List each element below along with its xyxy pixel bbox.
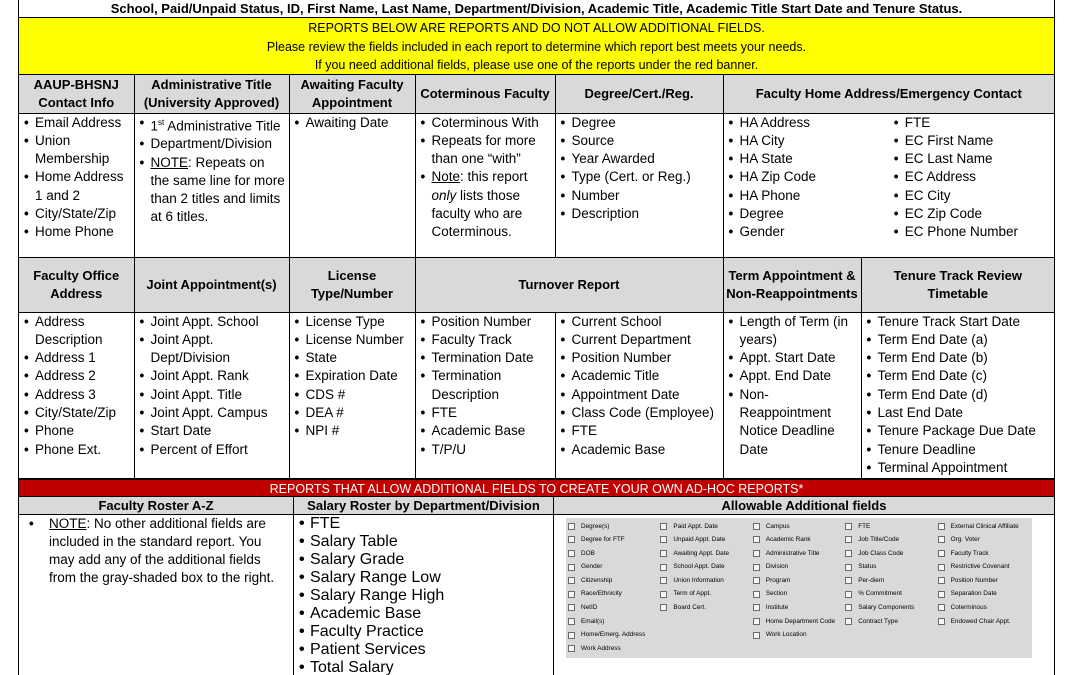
list-item: • Position Number (558, 349, 721, 367)
checkbox-icon[interactable] (568, 523, 575, 530)
field-option[interactable] (660, 601, 752, 615)
field-option[interactable] (845, 587, 937, 601)
field-option-label: Job Class Code (858, 549, 904, 557)
adhoc-body-row (19, 515, 1054, 675)
field-option-label: School Appt. Date (673, 563, 725, 571)
list-item: • Joint Appt. Title (137, 386, 287, 404)
field-option[interactable] (568, 642, 660, 656)
list-item: • Department/Division (137, 135, 287, 153)
field-option[interactable] (938, 574, 1030, 588)
salary-list (294, 515, 553, 675)
checkbox-icon[interactable] (568, 632, 575, 639)
checkbox-icon[interactable] (753, 564, 760, 571)
tenure-cell (861, 312, 1054, 478)
list-item: • Length of Term (in years) (726, 313, 859, 350)
tenure-list (862, 313, 1055, 478)
field-option-label: Contract Type (858, 617, 898, 625)
list-item: • License Number (292, 331, 413, 349)
checkbox-icon[interactable] (938, 550, 945, 557)
checkbox-icon[interactable] (660, 550, 667, 557)
list-item: • Gender (726, 223, 887, 241)
field-option-label: Home/Emerg. Address (581, 631, 646, 639)
admin-title-cell (134, 113, 289, 257)
field-option-label: FTE (858, 522, 871, 530)
list-item: • Tenure Package Due Date (864, 422, 1053, 440)
field-option-label: Degree(s) (581, 522, 610, 530)
checkbox-icon[interactable] (660, 523, 667, 530)
list-item: • Term End Date (c) (864, 367, 1053, 385)
field-option-label: Division (765, 563, 789, 571)
checkbox-icon[interactable] (568, 591, 575, 598)
list-item: • Joint Appt. Campus (137, 404, 287, 422)
field-option-label: Section (765, 590, 788, 598)
field-option-label: Coterminous (950, 604, 987, 612)
list-item: • FTE (418, 404, 553, 422)
header-salary-roster: Salary Roster by Department/Division (294, 497, 554, 514)
header-aaup-contact: AAUP-BHSNJ Contact Info (19, 75, 134, 113)
field-option[interactable] (938, 587, 1030, 601)
list-item: • Start Date (137, 422, 287, 440)
list-item: • Salary Range Low (296, 569, 551, 587)
note-label: NOTE (150, 154, 189, 170)
field-option[interactable] (845, 574, 937, 588)
list-item: • Address 1 (21, 349, 132, 367)
degree-cell (555, 113, 723, 257)
list-item: • Number (558, 187, 721, 205)
list-item: • EC First Name (891, 132, 1052, 150)
list-item: • Repeats for more than one “with” (418, 132, 553, 169)
checkbox-icon[interactable] (753, 577, 760, 584)
text: lists those faculty who are Coterminous. (431, 187, 523, 240)
list-item: • Termination Description (418, 367, 553, 404)
checkbox-icon[interactable] (845, 564, 852, 571)
field-option-label: DOB (581, 549, 595, 557)
field-option-label: Program (765, 576, 791, 584)
list-item: • License Type (292, 313, 413, 331)
list-item: • FTE (296, 515, 551, 533)
checkbox-icon[interactable] (845, 591, 852, 598)
list-item: • T/P/U (418, 441, 553, 459)
header-joint-appointment: Joint Appointment(s) (134, 257, 289, 312)
list-item (137, 154, 287, 227)
faculty-roster-note (27, 515, 289, 588)
field-option[interactable] (568, 574, 660, 588)
text: : this report (460, 169, 528, 185)
header-term-appointment: Term Appointment & Non-Reappointments (723, 257, 861, 312)
list-item: • Awaiting Date (292, 114, 413, 132)
field-option[interactable] (845, 615, 937, 629)
section1-body-row (19, 113, 1054, 257)
note-label: Note (431, 169, 461, 185)
header-admin-title: Administrative Title (University Approved) (134, 75, 289, 113)
document-page (18, 0, 1055, 675)
license-list (290, 313, 415, 441)
field-option[interactable] (660, 560, 752, 574)
field-option[interactable] (938, 601, 1030, 615)
field-option-label: Home Department Code (765, 617, 836, 625)
field-option-label: Unpaid Appt. Date (673, 536, 726, 544)
coterminous-cell (415, 113, 555, 257)
field-option[interactable] (938, 547, 1030, 561)
field-option[interactable] (568, 533, 660, 547)
list-item: • HA City (726, 132, 887, 150)
list-item: • Description (558, 205, 721, 223)
field-option-label: Degree for FTF (581, 536, 625, 544)
field-option-label: Academic Rank (765, 536, 811, 544)
turnover-left-cell (415, 312, 555, 478)
yellow-banner-line1: REPORTS BELOW ARE REPORTS AND DO NOT ALLOW ADDITIONAL FIELDS. (308, 21, 765, 35)
yellow-banner (19, 18, 1054, 75)
field-option[interactable] (753, 560, 845, 574)
field-option-label: Separation Date (950, 590, 997, 598)
list-item: • Home Phone (21, 223, 132, 241)
list-item: • Academic Base (418, 422, 553, 440)
field-option-label: Awaiting Appt. Date (673, 549, 730, 557)
header-license: License Type/Number (289, 257, 415, 312)
aaup-list (19, 114, 134, 242)
field-option[interactable] (753, 547, 845, 561)
checkbox-icon[interactable] (938, 523, 945, 530)
list-item: • Total Salary (296, 659, 551, 675)
list-item: • Year Awarded (558, 150, 721, 168)
field-option-label: NetID (581, 604, 598, 612)
checkbox-icon[interactable] (753, 632, 760, 639)
checkbox-icon[interactable] (568, 536, 575, 543)
field-option[interactable] (845, 560, 937, 574)
list-item: • City/State/Zip (21, 404, 132, 422)
list-item: • HA State (726, 150, 887, 168)
list-item: • Current Department (558, 331, 721, 349)
list-item: • Terminal Appointment (864, 459, 1053, 477)
coterminous-list (416, 114, 555, 242)
turnover-left-list (416, 313, 555, 459)
list-item: • Joint Appt. Dept/Division (137, 331, 287, 368)
top-line-text: School, Paid/Unpaid Status, ID, First Name, Last Name, Department/Division, Academic Title, Academic Title Start Date and Tenure Status. (19, 0, 1054, 18)
field-option[interactable] (753, 533, 845, 547)
checkbox-icon[interactable] (753, 550, 760, 557)
aaup-cell (19, 113, 134, 257)
checkbox-icon[interactable] (568, 550, 575, 557)
header-home-address: Faculty Home Address/Emergency Contact (723, 75, 1054, 113)
list-item: • Last End Date (864, 404, 1053, 422)
list-item: • Faculty Track (418, 331, 553, 349)
list-item: • Class Code (Employee) (558, 404, 721, 422)
admin-title-list (135, 114, 289, 227)
checkbox-icon[interactable] (938, 536, 945, 543)
adhoc-header-row (19, 497, 1054, 515)
checkbox-icon[interactable] (660, 604, 667, 611)
field-option-label: Job Title/Code (858, 536, 900, 544)
field-option[interactable] (660, 520, 752, 534)
checkbox-icon[interactable] (568, 577, 575, 584)
field-option-label: Work Address (581, 644, 621, 652)
checkbox-icon[interactable] (568, 618, 575, 625)
field-option[interactable] (938, 560, 1030, 574)
field-option-label: Email(s) (581, 617, 605, 625)
field-option[interactable] (845, 547, 937, 561)
checkbox-icon[interactable] (568, 564, 575, 571)
list-item: • HA Address (726, 114, 887, 132)
checkbox-icon[interactable] (938, 591, 945, 598)
reports-table (19, 75, 1054, 479)
turnover-right-cell (555, 312, 723, 478)
list-item (137, 114, 287, 136)
field-option-label: Administrative Title (765, 549, 820, 557)
header-office-address: Faculty Office Address (19, 257, 134, 312)
home-address-list (724, 114, 889, 242)
header-awaiting: Awaiting Faculty Appointment (289, 75, 415, 113)
list-item: • Coterminous With (418, 114, 553, 132)
list-item: • CDS # (292, 386, 413, 404)
field-option[interactable] (568, 547, 660, 561)
list-item: • EC Phone Number (891, 223, 1052, 241)
header-turnover: Turnover Report (415, 257, 723, 312)
checkbox-icon[interactable] (660, 577, 667, 584)
section1-header-row (19, 75, 1054, 113)
checkbox-icon[interactable] (753, 604, 760, 611)
allowable-fields-column (753, 518, 845, 658)
bullet-glyph: • (29, 515, 34, 531)
field-option[interactable] (568, 615, 660, 629)
list-item: • Expiration Date (292, 367, 413, 385)
field-option-label: Salary Components (858, 604, 915, 612)
list-item: • Academic Base (296, 605, 551, 623)
list-item: • Salary Table (296, 533, 551, 551)
field-option-label: Org. Voter (950, 536, 980, 544)
list-item: • Patient Services (296, 641, 551, 659)
list-item: • DEA # (292, 404, 413, 422)
field-option-label: Union Information (673, 576, 724, 584)
home-address-cell (723, 113, 1054, 257)
field-option[interactable] (753, 615, 845, 629)
joint-cell (134, 312, 289, 478)
list-item: • FTE (558, 422, 721, 440)
list-item: • Type (Cert. or Reg.) (558, 168, 721, 186)
checkbox-icon[interactable] (845, 577, 852, 584)
checkbox-icon[interactable] (938, 604, 945, 611)
note-text: : No other additional fields are included in the standard report. You may add any of the additional fields from the gray-shaded box to the right. (49, 515, 275, 586)
field-option[interactable] (660, 547, 752, 561)
checkbox-icon[interactable] (568, 604, 575, 611)
checkbox-icon[interactable] (660, 564, 667, 571)
list-item: • Appt. End Date (726, 367, 859, 385)
list-item: • Salary Range High (296, 587, 551, 605)
allowable-fields-column (568, 518, 660, 658)
list-item (418, 168, 553, 241)
list-item: • Academic Title (558, 367, 721, 385)
allowable-fields-column (660, 518, 752, 658)
allowable-fields-box (566, 518, 1032, 658)
field-option-label: Institute (765, 604, 789, 612)
list-item: • Address Description (21, 313, 132, 350)
list-item: • Address 2 (21, 367, 132, 385)
field-option[interactable] (753, 574, 845, 588)
text: 1 (150, 118, 159, 133)
term-list (724, 313, 861, 459)
field-option-label: Status (858, 563, 877, 571)
emphasis: only (431, 187, 457, 203)
list-item: • Current School (558, 313, 721, 331)
list-item: • Percent of Effort (137, 441, 287, 459)
list-item: • Termination Date (418, 349, 553, 367)
list-item: • HA Zip Code (726, 168, 887, 186)
checkbox-icon[interactable] (660, 591, 667, 598)
checkbox-icon[interactable] (938, 618, 945, 625)
field-option[interactable] (845, 601, 937, 615)
list-item: • City/State/Zip (21, 205, 132, 223)
list-item: • Degree (726, 205, 887, 223)
field-option-label: Gender (581, 563, 603, 571)
list-item: • Term End Date (b) (864, 349, 1053, 367)
allowable-fields-column (938, 518, 1030, 658)
list-item: • Source (558, 132, 721, 150)
emergency-contact-list (889, 114, 1054, 242)
field-option-label: Term of Appt. (673, 590, 712, 598)
adhoc-reports-section (19, 497, 1054, 675)
office-list (19, 313, 134, 459)
list-item: • Address 3 (21, 386, 132, 404)
degree-list (556, 114, 723, 224)
header-coterminous: Coterminous Faculty (415, 75, 555, 113)
list-item: • Position Number (418, 313, 553, 331)
list-item: • FTE (891, 114, 1052, 132)
awaiting-cell (289, 113, 415, 257)
field-option-label: Board Cert. (673, 604, 707, 612)
list-item: • EC Address (891, 168, 1052, 186)
field-option-label: % Commitment (858, 590, 902, 598)
office-cell (19, 312, 134, 478)
list-item: • Term End Date (d) (864, 386, 1053, 404)
field-option[interactable] (568, 601, 660, 615)
list-item: • Phone Ext. (21, 441, 132, 459)
allowable-fields-column (845, 518, 937, 658)
home-address-columns (724, 114, 1055, 242)
checkbox-icon[interactable] (938, 564, 945, 571)
red-banner: REPORTS THAT ALLOW ADDITIONAL FIELDS TO CREATE YOUR OWN AD-HOC REPORTS* (19, 479, 1054, 497)
header-degree: Degree/Cert./Reg. (555, 75, 723, 113)
field-option[interactable] (753, 587, 845, 601)
field-option[interactable] (938, 533, 1030, 547)
field-option-label: Endowed Chair Appt. (950, 617, 1011, 625)
list-item: • Joint Appt. Rank (137, 367, 287, 385)
field-option[interactable] (938, 520, 1030, 534)
field-option-label: Restrictive Covenant (950, 563, 1010, 571)
field-option[interactable] (660, 587, 752, 601)
field-option[interactable] (660, 574, 752, 588)
header-faculty-roster: Faculty Roster A-Z (19, 497, 294, 514)
allowable-fields-cell (554, 515, 1054, 675)
field-option[interactable] (753, 520, 845, 534)
note-text: : Repeats on the same line for more than 2 titles and limits at 6 titles. (150, 154, 285, 225)
list-item: • HA Phone (726, 187, 887, 205)
checkbox-icon[interactable] (753, 536, 760, 543)
list-item: • Term End Date (a) (864, 331, 1053, 349)
list-item: • State (292, 349, 413, 367)
list-item: • Tenure Deadline (864, 441, 1053, 459)
field-option-label: Position Number (950, 576, 998, 584)
field-option-label: Faculty Track (950, 549, 989, 557)
list-item: • NPI # (292, 422, 413, 440)
field-option[interactable] (753, 628, 845, 642)
field-option-label: Race/Ethnicity (581, 590, 622, 598)
checkbox-icon[interactable] (568, 645, 575, 652)
yellow-banner-line2: Please review the fields included in each report to determine which report best meets your needs. (266, 39, 807, 54)
yellow-banner-line3: If you need additional fields, please use one of the reports under the red banner. (314, 58, 759, 72)
field-option[interactable] (568, 587, 660, 601)
list-item: • Faculty Practice (296, 623, 551, 641)
checkbox-icon[interactable] (845, 523, 852, 530)
term-cell (723, 312, 861, 478)
header-allowable-fields: Allowable Additional fields (721, 497, 887, 513)
list-item: • Phone (21, 422, 132, 440)
section2-header-row (19, 257, 1054, 312)
checkbox-icon[interactable] (753, 618, 760, 625)
list-item: • Degree (558, 114, 721, 132)
checkbox-icon[interactable] (845, 618, 852, 625)
joint-list (135, 313, 289, 459)
list-item: • EC Zip Code (891, 205, 1052, 223)
list-item: • Appointment Date (558, 386, 721, 404)
checkbox-icon[interactable] (845, 536, 852, 543)
field-option[interactable] (568, 520, 660, 534)
field-option-label: Campus (765, 522, 790, 530)
checkbox-icon[interactable] (753, 591, 760, 598)
field-option-label: Per-diem (858, 576, 885, 584)
list-item: • Non-Reappointment Notice Deadline Date (726, 386, 859, 459)
field-option-label: Citizenship (581, 576, 613, 584)
checkbox-icon[interactable] (660, 536, 667, 543)
field-option[interactable] (660, 533, 752, 547)
license-cell (289, 312, 415, 478)
text: Administrative Title (164, 118, 281, 133)
checkbox-icon[interactable] (845, 550, 852, 557)
list-item: • EC City (891, 187, 1052, 205)
turnover-right-list (556, 313, 723, 459)
field-option[interactable] (568, 560, 660, 574)
checkbox-icon[interactable] (753, 523, 760, 530)
field-option-label: External Clinical Affiliate (950, 522, 1019, 530)
list-item: • Union Membership (21, 132, 132, 169)
field-option-label: Paid Appt. Date (673, 522, 718, 530)
header-tenure-track: Tenure Track Review Timetable (861, 257, 1054, 312)
field-option[interactable] (845, 533, 937, 547)
list-item: • Appt. Start Date (726, 349, 859, 367)
faculty-roster-note-cell (19, 515, 294, 675)
list-item: • Tenure Track Start Date (864, 313, 1053, 331)
field-option[interactable] (938, 615, 1030, 629)
awaiting-list (290, 114, 415, 132)
list-item: • Home Address 1 and 2 (21, 168, 132, 205)
list-item: • Academic Base (558, 441, 721, 459)
field-option[interactable] (845, 520, 937, 534)
section2-body-row (19, 312, 1054, 478)
field-option-label: Work Location (765, 631, 807, 639)
note-label: NOTE (49, 515, 87, 531)
superscript: st (158, 117, 165, 127)
salary-roster-cell (294, 515, 554, 675)
field-option[interactable] (568, 628, 660, 642)
list-item: • Joint Appt. School (137, 313, 287, 331)
list-item: • EC Last Name (891, 150, 1052, 168)
field-option[interactable] (753, 601, 845, 615)
list-item: • Salary Grade (296, 551, 551, 569)
list-item: • Email Address (21, 114, 132, 132)
checkbox-icon[interactable] (938, 577, 945, 584)
checkbox-icon[interactable] (845, 604, 852, 611)
